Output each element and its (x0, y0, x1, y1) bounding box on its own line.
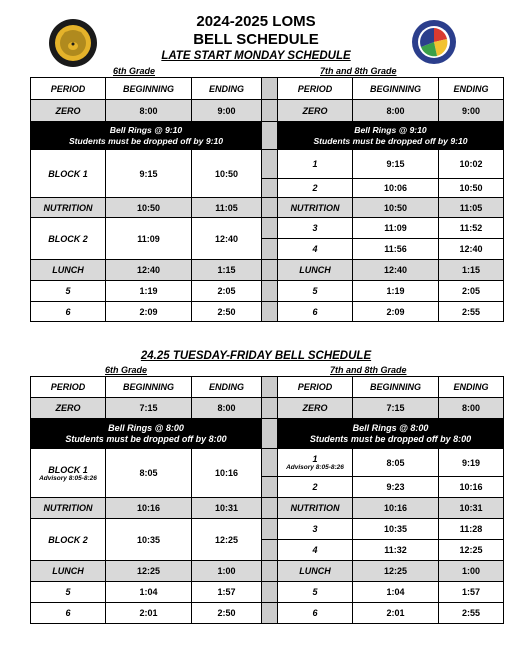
period-label: 6 (278, 603, 353, 624)
period-label: 5 (278, 281, 353, 302)
period-label: ZERO (278, 398, 353, 419)
begin-time: 12:40 (353, 260, 439, 281)
table-row (31, 198, 504, 218)
col-beginning: BEGINNING (353, 78, 439, 100)
end-time: 9:19 (439, 449, 504, 477)
end-time: 1:00 (192, 561, 262, 582)
begin-time: 9:15 (353, 150, 439, 179)
school-logo-left (48, 18, 98, 68)
period-label: 6 (31, 603, 106, 624)
end-time: 1:57 (192, 582, 262, 603)
period-label: LUNCH (31, 561, 106, 582)
col-period: PERIOD (31, 377, 106, 398)
table-row (31, 498, 504, 519)
period-label: 2 (278, 179, 353, 198)
begin-time: 10:16 (106, 498, 192, 519)
period-label: 6 (278, 302, 353, 322)
begin-time: 12:25 (106, 561, 192, 582)
col-beginning: BEGINNING (353, 377, 439, 398)
grade-label-7th-8th: 7th and 8th Grade (330, 365, 407, 375)
begin-time: 12:25 (353, 561, 439, 582)
begin-time: 7:15 (106, 398, 192, 419)
begin-time: 10:06 (353, 179, 439, 198)
begin-time: 1:19 (353, 281, 439, 302)
bell-notice-row (31, 122, 504, 150)
period-label: 2 (278, 477, 353, 498)
end-time: 2:05 (192, 281, 262, 302)
period-label: BLOCK 2 (31, 519, 106, 561)
begin-time: 1:04 (353, 582, 439, 603)
begin-time: 11:09 (106, 218, 192, 260)
period-label: ZERO (31, 398, 106, 419)
begin-time: 10:35 (353, 519, 439, 540)
end-time: 2:55 (439, 302, 504, 322)
end-time: 2:05 (439, 281, 504, 302)
monday-schedule-subtitle: LATE START MONDAY SCHEDULE (161, 50, 351, 62)
end-time: 12:40 (439, 239, 504, 260)
end-time: 10:31 (439, 498, 504, 519)
bell-notice-row (31, 419, 504, 449)
table-row (31, 582, 504, 603)
begin-time: 7:15 (353, 398, 439, 419)
table-row (31, 398, 504, 419)
end-time: 11:05 (439, 198, 504, 218)
period-label: 4 (278, 239, 353, 260)
period-label: 1 Advisory 8:05-8:26 (278, 449, 353, 477)
end-time: 10:16 (439, 477, 504, 498)
begin-time: 2:09 (106, 302, 192, 322)
period-label: NUTRITION (278, 498, 353, 519)
begin-time: 12:40 (106, 260, 192, 281)
begin-time: 8:05 (353, 449, 439, 477)
bell-notice-6th: Bell Rings @ 8:00 Students must be dropped off by 8:00 (31, 419, 262, 449)
end-time: 9:00 (192, 100, 262, 122)
end-time: 2:55 (439, 603, 504, 624)
end-time: 8:00 (439, 398, 504, 419)
advisory-note: Advisory 8:05-8:26 (286, 464, 344, 471)
begin-time: 10:16 (353, 498, 439, 519)
col-ending: ENDING (439, 377, 504, 398)
col-period: PERIOD (278, 377, 353, 398)
bell-notice-6th: Bell Rings @ 9:10 Students must be dropped off by 9:10 (31, 122, 262, 150)
period-label: ZERO (31, 100, 106, 122)
begin-time: 9:23 (353, 477, 439, 498)
table-row (31, 302, 504, 322)
begin-time: 1:19 (106, 281, 192, 302)
begin-time: 2:01 (106, 603, 192, 624)
period-label: BLOCK 1 Advisory 8:05-8:26 (31, 449, 106, 498)
table-row (31, 449, 504, 477)
begin-time: 11:56 (353, 239, 439, 260)
table-row (31, 603, 504, 624)
tuesday-friday-schedule-table (30, 376, 504, 624)
bell-notice-7th-8th: Bell Rings @ 8:00 Students must be dropped off by 8:00 (278, 419, 504, 449)
end-time: 11:52 (439, 218, 504, 239)
period-label: LUNCH (278, 561, 353, 582)
table-row (31, 561, 504, 582)
begin-time: 10:50 (106, 198, 192, 218)
period-label: 4 (278, 540, 353, 561)
begin-time: 11:09 (353, 218, 439, 239)
period-label: LUNCH (278, 260, 353, 281)
begin-time: 1:04 (106, 582, 192, 603)
begin-time: 2:09 (353, 302, 439, 322)
begin-time: 8:00 (106, 100, 192, 122)
grade-label-6th: 6th Grade (105, 365, 148, 375)
end-time: 11:28 (439, 519, 504, 540)
period-label: 1 (278, 150, 353, 179)
grade-label-6th: 6th Grade (113, 66, 156, 76)
col-period: PERIOD (31, 78, 106, 100)
end-time: 10:02 (439, 150, 504, 179)
grade-label-7th-8th: 7th and 8th Grade (320, 66, 397, 76)
end-time: 10:50 (192, 150, 262, 198)
end-time: 2:50 (192, 603, 262, 624)
end-time: 9:00 (439, 100, 504, 122)
table-row (31, 150, 504, 179)
end-time: 8:00 (192, 398, 262, 419)
end-time: 12:25 (439, 540, 504, 561)
table-row (31, 260, 504, 281)
end-time: 12:25 (192, 519, 262, 561)
col-ending: ENDING (192, 78, 262, 100)
begin-time: 10:35 (106, 519, 192, 561)
period-label: BLOCK 2 (31, 218, 106, 260)
period-label: 6 (31, 302, 106, 322)
end-time: 11:05 (192, 198, 262, 218)
period-label: LUNCH (31, 260, 106, 281)
period-label: NUTRITION (278, 198, 353, 218)
period-label: ZERO (278, 100, 353, 122)
table-row (31, 281, 504, 302)
tuesday-schedule-subtitle: 24.25 TUESDAY-FRIDAY BELL SCHEDULE (140, 350, 372, 362)
table-row (31, 519, 504, 540)
col-beginning: BEGINNING (106, 377, 192, 398)
end-time: 10:16 (192, 449, 262, 498)
period-label: 5 (278, 582, 353, 603)
table-row (31, 100, 504, 122)
begin-time: 8:05 (106, 449, 192, 498)
table-header-row (31, 78, 504, 100)
end-time: 2:50 (192, 302, 262, 322)
col-ending: ENDING (192, 377, 262, 398)
begin-time: 11:32 (353, 540, 439, 561)
end-time: 1:00 (439, 561, 504, 582)
period-label: NUTRITION (31, 198, 106, 218)
table-row (31, 218, 504, 239)
col-ending: ENDING (439, 78, 504, 100)
period-label: BLOCK 1 (31, 150, 106, 198)
table-header-row (31, 377, 504, 398)
begin-time: 10:50 (353, 198, 439, 218)
end-time: 12:40 (192, 218, 262, 260)
col-period: PERIOD (278, 78, 353, 100)
begin-time: 8:00 (353, 100, 439, 122)
page-year-title: 2024-2025 LOMS (196, 13, 316, 30)
monday-schedule-table (30, 77, 504, 322)
period-label: 3 (278, 218, 353, 239)
bell-notice-7th-8th: Bell Rings @ 9:10 Students must be dropped off by 9:10 (278, 122, 504, 150)
end-time: 10:50 (439, 179, 504, 198)
end-time: 1:15 (192, 260, 262, 281)
page-title: BELL SCHEDULE (193, 31, 319, 48)
end-time: 1:57 (439, 582, 504, 603)
begin-time: 2:01 (353, 603, 439, 624)
end-time: 10:31 (192, 498, 262, 519)
col-beginning: BEGINNING (106, 78, 192, 100)
period-label: 3 (278, 519, 353, 540)
period-label: 5 (31, 281, 106, 302)
emblem-logo-right (411, 19, 457, 65)
period-label: NUTRITION (31, 498, 106, 519)
advisory-note: Advisory 8:05-8:26 (39, 474, 97, 482)
begin-time: 9:15 (106, 150, 192, 198)
period-label: 5 (31, 582, 106, 603)
end-time: 1:15 (439, 260, 504, 281)
